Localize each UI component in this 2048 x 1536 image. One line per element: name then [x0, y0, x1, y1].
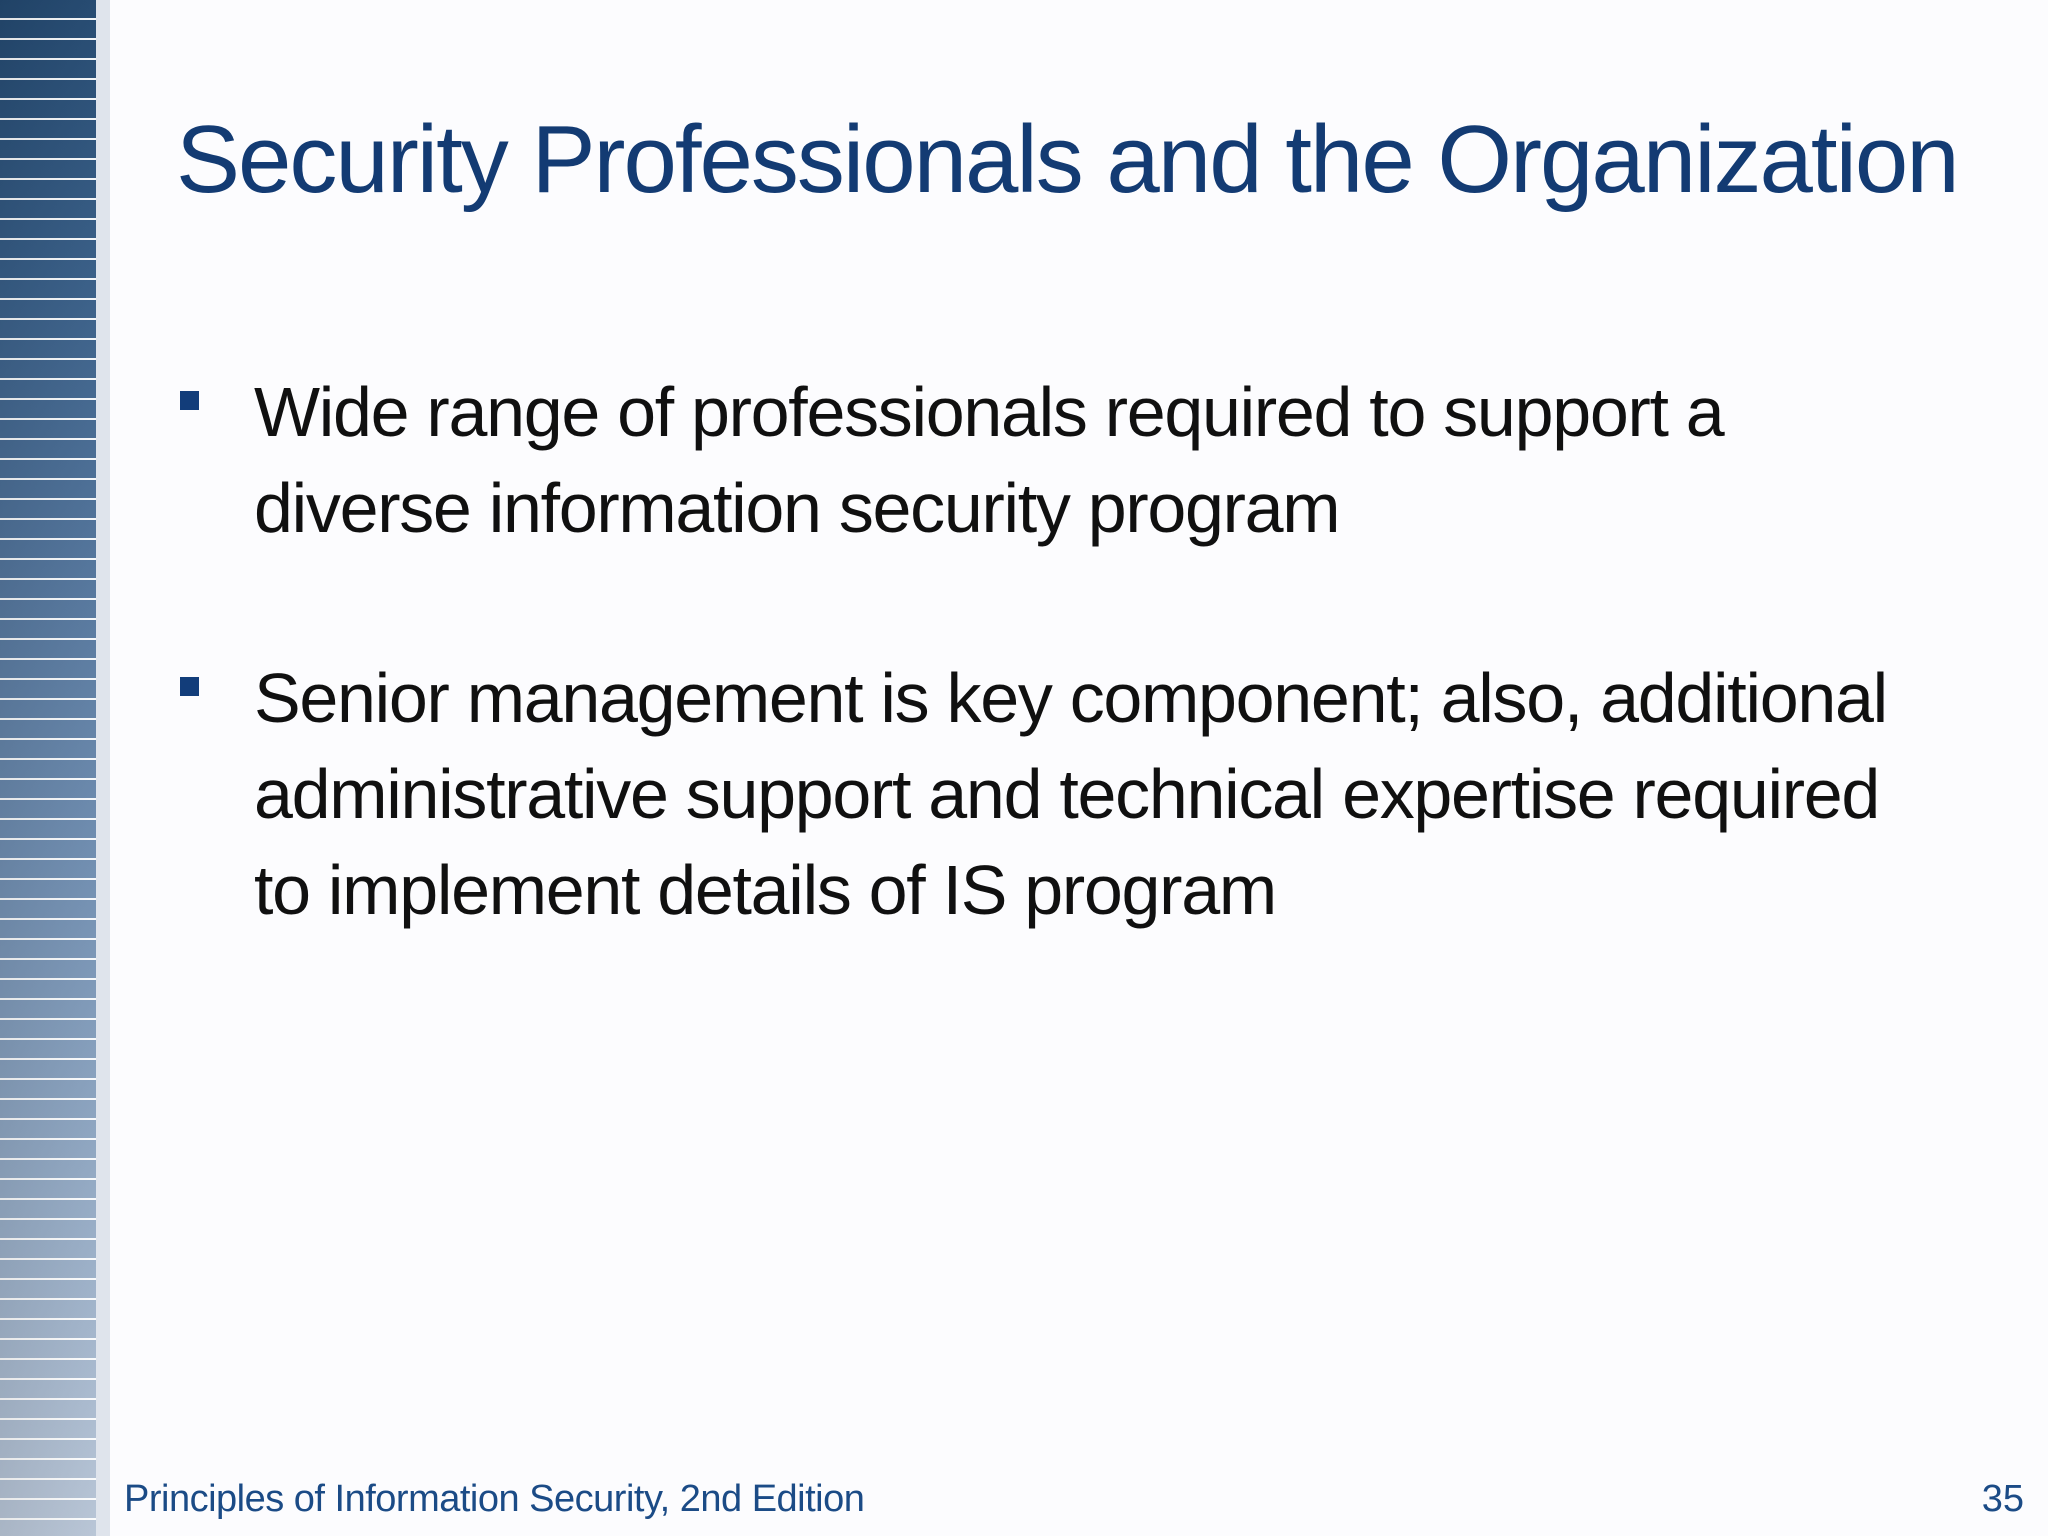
decorative-stripes-shadow [0, 0, 96, 1536]
bullet-text: Senior management is key component; also, additional administrative support and technical expertise required to implement details of IS program [254, 659, 1887, 929]
square-bullet-icon [180, 391, 199, 410]
decorative-left-bar [0, 0, 110, 1536]
square-bullet-icon [180, 677, 199, 696]
bullet-item [176, 364, 1936, 556]
page-number: 35 [1981, 1478, 2024, 1520]
footer-book-title: Principles of Information Security, 2nd Edition [124, 1478, 865, 1520]
slide-title: Security Professionals and the Organization [176, 106, 1958, 213]
bullet-item [176, 650, 1936, 938]
slide-content [176, 0, 1996, 1536]
bullet-text: Wide range of professionals required to support a diverse information security program [254, 373, 1724, 547]
bullet-list [176, 364, 1936, 938]
